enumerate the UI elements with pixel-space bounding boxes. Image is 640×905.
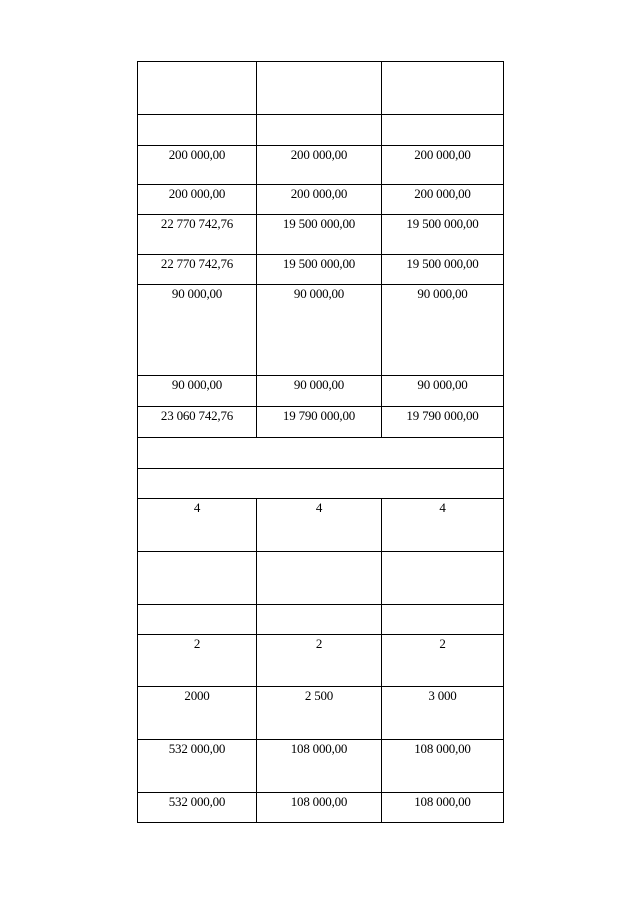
table-cell xyxy=(382,407,504,438)
table-cell xyxy=(138,635,257,687)
table-row xyxy=(138,185,504,215)
table-row xyxy=(138,407,504,438)
table-row xyxy=(138,499,504,552)
cell-text xyxy=(138,115,256,116)
table-cell xyxy=(382,687,504,740)
table-cell-merged xyxy=(138,469,504,499)
cell-text: 19 500 000,00 xyxy=(406,216,479,231)
cell-text: 19 500 000,00 xyxy=(282,256,356,271)
table-cell xyxy=(138,185,257,215)
table-cell xyxy=(382,255,504,285)
cell-text xyxy=(257,605,381,606)
cell-text: 2 xyxy=(439,636,446,651)
table-row xyxy=(138,605,504,635)
table-cell xyxy=(382,285,504,376)
table-cell xyxy=(257,255,382,285)
cell-text xyxy=(138,62,256,63)
table-row xyxy=(138,115,504,146)
cell-text xyxy=(138,438,503,439)
table-cell xyxy=(257,407,382,438)
cell-text: 90 000,00 xyxy=(417,286,468,301)
cell-text xyxy=(257,115,381,116)
cell-text: 90 000,00 xyxy=(293,286,345,301)
table-cell xyxy=(138,407,257,438)
cell-text xyxy=(138,605,256,606)
table-cell xyxy=(257,687,382,740)
cell-text: 200 000,00 xyxy=(168,147,226,162)
table-cell xyxy=(382,62,504,115)
table-cell-merged xyxy=(138,438,504,469)
cell-text xyxy=(382,552,503,553)
table-cell xyxy=(382,635,504,687)
table-cell xyxy=(257,62,382,115)
cell-text: 90 000,00 xyxy=(417,377,468,392)
table-cell xyxy=(138,740,257,793)
table-cell xyxy=(138,255,257,285)
table-cell xyxy=(382,115,504,146)
table-row xyxy=(138,793,504,823)
table-cell xyxy=(382,552,504,605)
cell-text: 19 790 000,00 xyxy=(406,408,479,423)
table-cell xyxy=(138,62,257,115)
cell-text: 2 500 xyxy=(304,688,334,703)
table-row xyxy=(138,552,504,605)
cell-text: 532 000,00 xyxy=(168,794,226,809)
table-row xyxy=(138,215,504,255)
cell-text: 200 000,00 xyxy=(290,147,348,162)
table-cell xyxy=(138,115,257,146)
table-cell xyxy=(257,552,382,605)
table-row xyxy=(138,255,504,285)
table-cell xyxy=(138,215,257,255)
table-row xyxy=(138,285,504,376)
table-cell xyxy=(257,793,382,823)
cell-text: 200 000,00 xyxy=(414,186,471,201)
table-cell xyxy=(138,146,257,185)
table-cell xyxy=(138,376,257,407)
cell-text: 4 xyxy=(315,500,323,515)
table-cell xyxy=(257,185,382,215)
table-cell xyxy=(138,687,257,740)
cell-text: 3 000 xyxy=(428,688,457,703)
cell-text: 532 000,00 xyxy=(168,741,226,756)
cell-text xyxy=(257,62,381,63)
cell-text xyxy=(382,62,503,63)
cell-text: 2 xyxy=(315,636,323,651)
table-cell xyxy=(138,605,257,635)
table-cell xyxy=(382,499,504,552)
table-cell xyxy=(257,115,382,146)
table-row xyxy=(138,62,504,115)
table-cell xyxy=(382,146,504,185)
cell-text: 90 000,00 xyxy=(171,377,223,392)
table-body xyxy=(138,62,504,823)
table-cell xyxy=(257,285,382,376)
cell-text: 108 000,00 xyxy=(290,794,348,809)
cell-text: 108 000,00 xyxy=(414,794,471,809)
cell-text: 2 xyxy=(193,636,201,651)
table-cell xyxy=(257,146,382,185)
table-cell xyxy=(257,499,382,552)
table-cell xyxy=(257,215,382,255)
table-cell xyxy=(382,605,504,635)
cell-text: 23 060 742,76 xyxy=(160,408,234,423)
cell-text: 4 xyxy=(439,500,446,515)
cell-text: 108 000,00 xyxy=(290,741,348,756)
table-cell xyxy=(382,740,504,793)
table-row xyxy=(138,438,504,469)
cell-text: 22 770 742,76 xyxy=(160,216,234,231)
cell-text xyxy=(382,115,503,116)
cell-text: 19 790 000,00 xyxy=(282,408,356,423)
cell-text xyxy=(138,552,256,553)
table-cell xyxy=(382,185,504,215)
cell-text: 200 000,00 xyxy=(290,186,348,201)
table-cell xyxy=(257,605,382,635)
cell-text: 19 500 000,00 xyxy=(406,256,479,271)
financial-table xyxy=(137,61,504,823)
table-cell xyxy=(382,376,504,407)
table-cell xyxy=(138,552,257,605)
cell-text: 200 000,00 xyxy=(414,147,471,162)
cell-text xyxy=(382,605,503,606)
cell-text: 19 500 000,00 xyxy=(282,216,356,231)
cell-text: 90 000,00 xyxy=(293,377,345,392)
cell-text: 108 000,00 xyxy=(414,741,471,756)
table-cell xyxy=(138,793,257,823)
cell-text: 22 770 742,76 xyxy=(160,256,234,271)
table-row xyxy=(138,469,504,499)
table-cell xyxy=(257,635,382,687)
cell-text xyxy=(257,552,381,553)
cell-text: 2000 xyxy=(184,688,210,703)
table-row xyxy=(138,687,504,740)
table-cell xyxy=(257,376,382,407)
table-row xyxy=(138,376,504,407)
cell-text: 200 000,00 xyxy=(168,186,226,201)
table-row xyxy=(138,635,504,687)
cell-text: 4 xyxy=(193,500,201,515)
table-row xyxy=(138,740,504,793)
cell-text xyxy=(138,469,503,470)
table-row xyxy=(138,146,504,185)
cell-text: 90 000,00 xyxy=(171,286,223,301)
table-cell xyxy=(382,215,504,255)
table-cell xyxy=(138,499,257,552)
table-cell xyxy=(138,285,257,376)
table-cell xyxy=(257,740,382,793)
table-cell xyxy=(382,793,504,823)
